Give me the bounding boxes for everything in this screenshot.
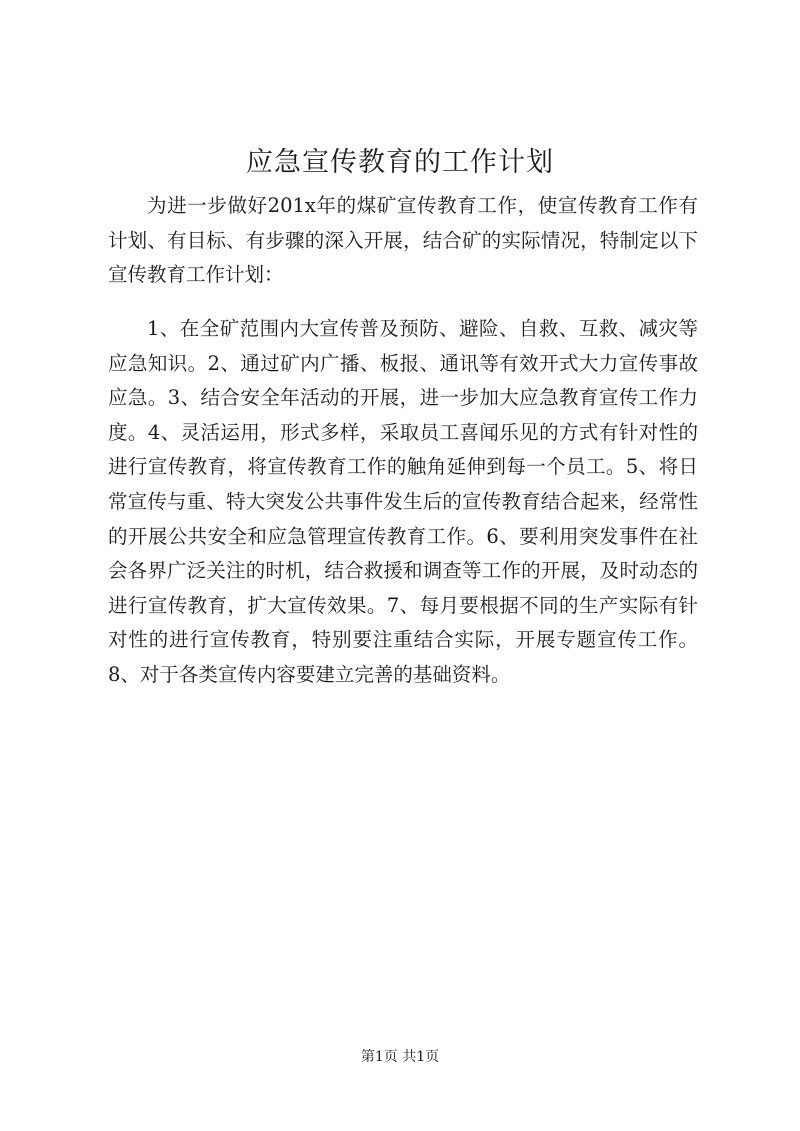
document-title: 应急宣传教育的工作计划 [246,147,554,178]
plan-items-paragraph: 1、在全矿范围内大宣传普及预防、避险、自救、互救、减灾等应急知识。2、通过矿内广播、板报、通讯等有效开式大力宣传事故应急。3、结合安全年活动的开展，进一步加大应急教育宣传工作力度。4、灵活运用，形式多样，采取员工喜闻乐见的方式有针对性的进行宣传教育，将宣传教育工作的触角延伸到每一个员工。5、将日常宣传与重、特大突发公共事件发生后的宣传教育结合起来，经常性的开展公共安全和应急管理宣传教育工作。6、要利用突发事件在社会各界广泛关注的时机，结合救援和调查等工作的开展，及时动态的进行宣传教育，扩大宣传效果。7、每月要根据不同的生产实际有针对性的进行宣传教育，特别要注重结合实际，开展专题宣传工作。8、对于各类宣传内容要建立完善的基础资料。 [108,317,698,686]
page-footer: 第1页 共1页 [360,1049,440,1065]
intro-paragraph: 为进一步做好201x年的煤矿宣传教育工作，使宣传教育工作有计划、有目标、有步骤的深入开展，结合矿的实际情况，特制定以下宣传教育工作计划： [108,194,698,287]
